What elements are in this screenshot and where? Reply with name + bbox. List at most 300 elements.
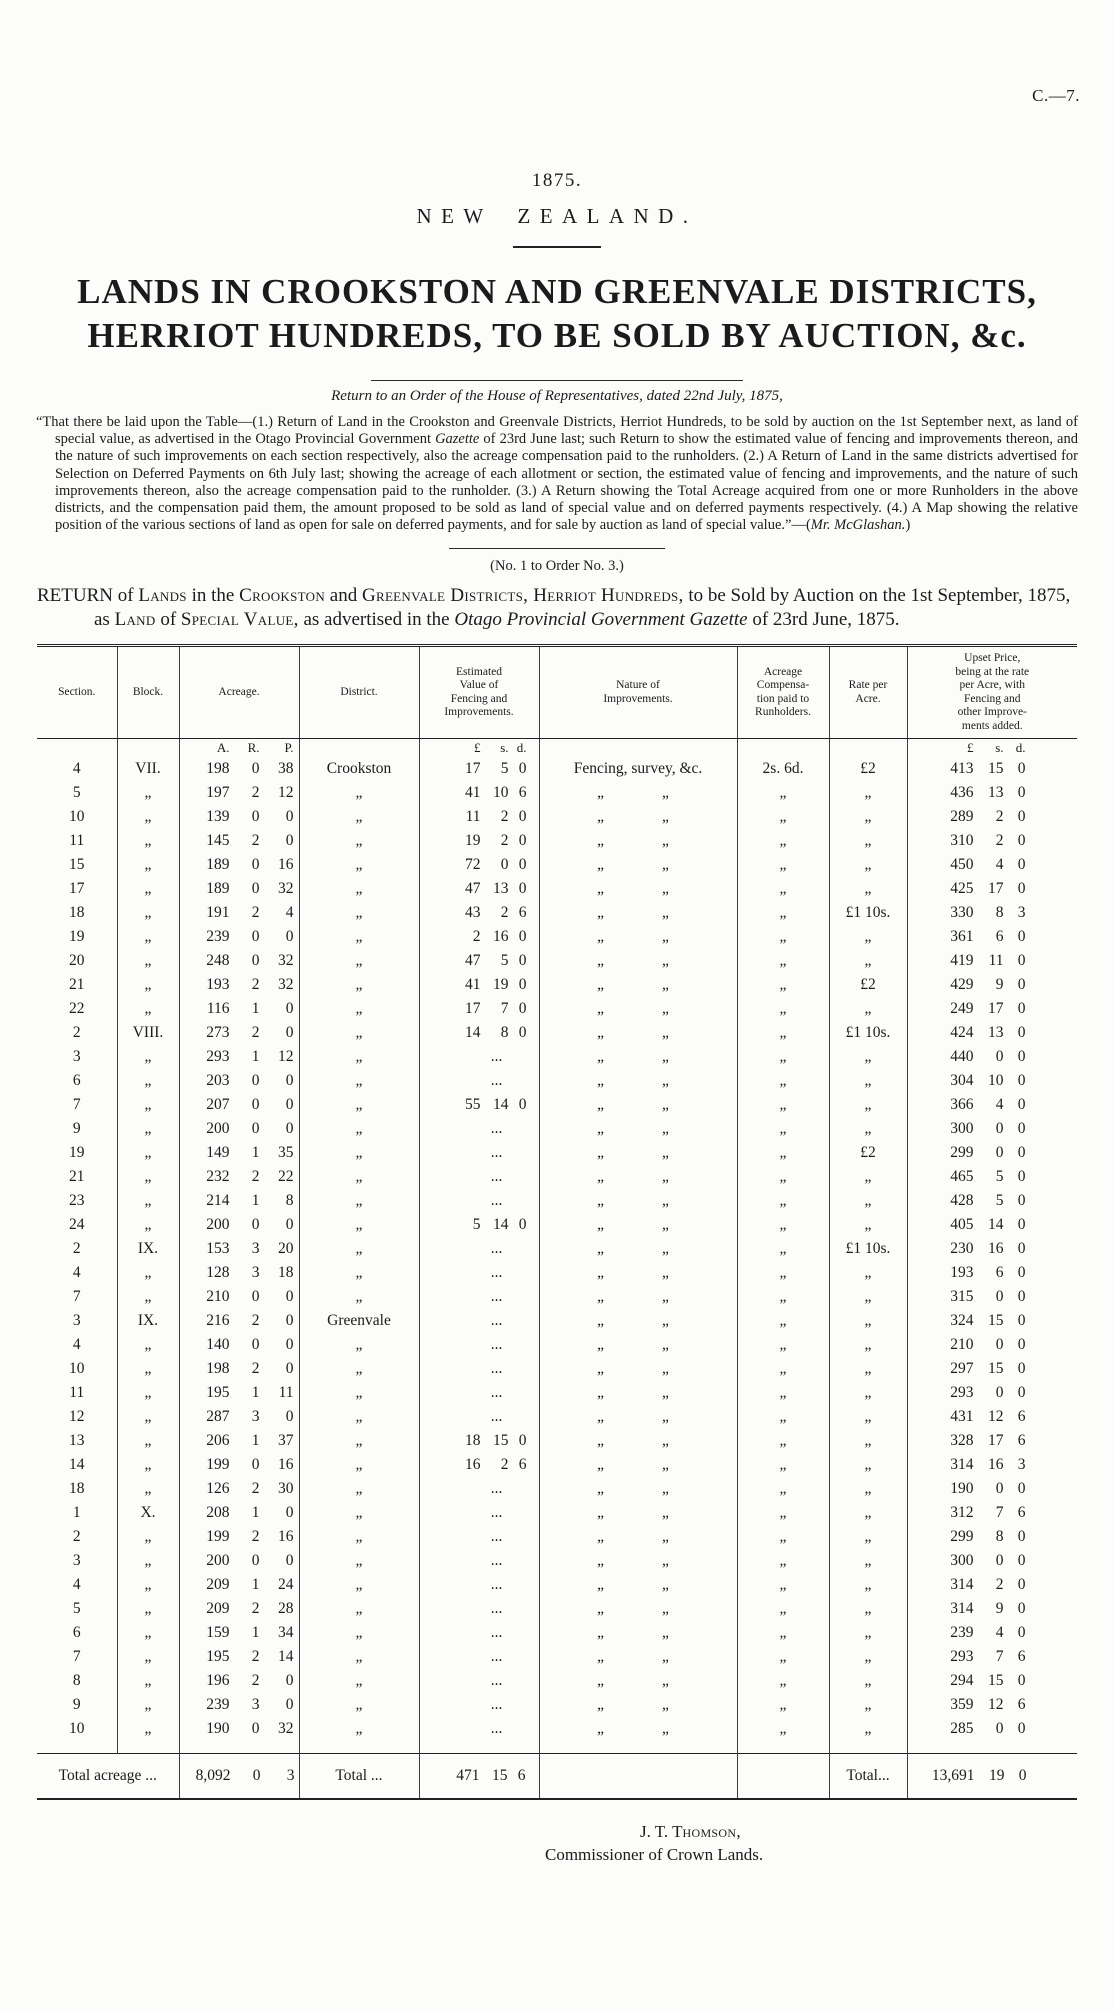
cell-acreage: 210 0 0 <box>179 1285 299 1309</box>
cell-rate: £2 <box>829 1141 907 1165</box>
cell-district: „ <box>299 1381 419 1405</box>
header-district: District. <box>299 646 419 739</box>
cell-compensation: „ <box>737 1261 829 1285</box>
table-row <box>37 1261 1077 1285</box>
cell-compensation: „ <box>737 1117 829 1141</box>
cell-block: „ <box>117 1645 179 1669</box>
cell-rate: „ <box>829 997 907 1021</box>
unit-cell <box>37 739 117 758</box>
cell-rate: „ <box>829 1285 907 1309</box>
cell-acreage: 195 2 14 <box>179 1645 299 1669</box>
cell-upset-price: 310 2 0 <box>907 829 1077 853</box>
cell-nature: „ „ <box>539 1213 737 1237</box>
cell-section: 2 <box>72 1528 81 1546</box>
cell-compensation: „ <box>737 1405 829 1429</box>
cell-value: ... <box>419 1141 539 1165</box>
cell-acreage: 207 0 0 <box>179 1093 299 1117</box>
table-row <box>37 1093 1077 1117</box>
cell-compensation: „ <box>737 1429 829 1453</box>
cell-section: 19 <box>69 928 85 946</box>
cell-section: 23 <box>69 1192 85 1210</box>
cell-block: „ <box>117 997 179 1021</box>
cell-rate: £1 10s. <box>829 1237 907 1261</box>
table-row <box>37 1381 1077 1405</box>
cell-acreage: 195 1 11 <box>179 1381 299 1405</box>
cell-district: „ <box>299 1477 419 1501</box>
cell-nature: „ „ <box>539 1285 737 1309</box>
cell-block: „ <box>117 901 179 925</box>
cell-district: „ <box>299 1093 419 1117</box>
cell-compensation: „ <box>737 1549 829 1573</box>
unit-cell <box>299 739 419 758</box>
cell-upset-price: 299 0 0 <box>907 1141 1077 1165</box>
cell-value: ... <box>419 1357 539 1381</box>
table-row <box>37 1045 1077 1069</box>
cell-compensation: „ <box>737 1525 829 1549</box>
cell-upset-price: 293 0 0 <box>907 1381 1077 1405</box>
cell-upset-price: 465 5 0 <box>907 1165 1077 1189</box>
cell-rate: „ <box>829 1213 907 1237</box>
cell-block: „ <box>117 1405 179 1429</box>
table-row <box>37 1021 1077 1045</box>
divider-above-order-number <box>449 548 665 549</box>
cell-compensation: „ <box>737 1237 829 1261</box>
cell-upset-price: 210 0 0 <box>907 1333 1077 1357</box>
cell-nature: „ „ <box>539 1405 737 1429</box>
cell-compensation: „ <box>737 1213 829 1237</box>
unit-cell <box>539 739 737 758</box>
cell-acreage: 139 0 0 <box>179 805 299 829</box>
table-row <box>37 1117 1077 1141</box>
cell-upset-price: 450 4 0 <box>907 853 1077 877</box>
cell-upset-price: 294 15 0 <box>907 1669 1077 1693</box>
cell-nature: „ „ <box>539 997 737 1021</box>
cell-upset-price: 304 10 0 <box>907 1069 1077 1093</box>
cell-nature: „ „ <box>539 1045 737 1069</box>
cell-block: „ <box>117 1693 179 1717</box>
cell-compensation: 2s. 6d. <box>737 757 829 781</box>
cell-compensation: „ <box>737 1669 829 1693</box>
cell-value: ... <box>419 1645 539 1669</box>
cell-rate: „ <box>829 1717 907 1753</box>
cell-rate: „ <box>829 1261 907 1285</box>
cell-value: 5 14 0 <box>419 1213 539 1237</box>
cell-value: ... <box>419 1597 539 1621</box>
cell-section: 10 <box>69 808 85 826</box>
cell-acreage: 196 2 0 <box>179 1669 299 1693</box>
cell-value: 17 7 0 <box>419 997 539 1021</box>
lands-table <box>37 644 1077 1800</box>
cell-value: 43 2 6 <box>419 901 539 925</box>
cell-district: „ <box>299 1669 419 1693</box>
cell-block: IX. <box>117 1309 179 1333</box>
cell-nature: „ „ <box>539 1333 737 1357</box>
cell-compensation: „ <box>737 1645 829 1669</box>
unit-cell: A. R. P. <box>179 739 299 758</box>
table-header <box>37 646 1077 739</box>
cell-acreage: 149 1 35 <box>179 1141 299 1165</box>
cell-acreage: 239 3 0 <box>179 1693 299 1717</box>
total-upset-label: Total... <box>829 1753 907 1799</box>
cell-rate: „ <box>829 853 907 877</box>
cell-district: „ <box>299 1429 419 1453</box>
unit-cell <box>117 739 179 758</box>
table-row <box>37 1477 1077 1501</box>
cell-value: ... <box>419 1117 539 1141</box>
header-estimated-value: Estimated Value of Fencing and Improvements. <box>419 646 539 739</box>
table-row <box>37 877 1077 901</box>
cell-district: „ <box>299 877 419 901</box>
cell-rate: „ <box>829 1189 907 1213</box>
cell-compensation: „ <box>737 1501 829 1525</box>
cell-acreage: 214 1 8 <box>179 1189 299 1213</box>
cell-section: 11 <box>69 832 85 850</box>
cell-rate: „ <box>829 1501 907 1525</box>
cell-block: „ <box>117 1717 179 1753</box>
cell-compensation: „ <box>737 1693 829 1717</box>
cell-acreage: 193 2 32 <box>179 973 299 997</box>
cell-nature: „ „ <box>539 1141 737 1165</box>
cell-upset-price: 314 2 0 <box>907 1573 1077 1597</box>
cell-rate: „ <box>829 1405 907 1429</box>
cell-nature: „ „ <box>539 1597 737 1621</box>
cell-district: „ <box>299 1549 419 1573</box>
header-upset-price: Upset Price, being at the rate per Acre, with Fencing and other Improve- ments added. <box>907 646 1077 739</box>
cell-acreage: 216 2 0 <box>179 1309 299 1333</box>
cell-upset-price: 314 16 3 <box>907 1453 1077 1477</box>
cell-compensation: „ <box>737 1621 829 1645</box>
cell-value: ... <box>419 1237 539 1261</box>
cell-district: „ <box>299 805 419 829</box>
cell-value: 47 5 0 <box>419 949 539 973</box>
cell-rate: „ <box>829 1333 907 1357</box>
cell-block: IX. <box>117 1237 179 1261</box>
cell-block: „ <box>117 781 179 805</box>
cell-district: „ <box>299 853 419 877</box>
cell-section: 5 <box>72 784 81 802</box>
cell-district: „ <box>299 997 419 1021</box>
cell-compensation: „ <box>737 1477 829 1501</box>
cell-upset-price: 330 8 3 <box>907 901 1077 925</box>
cell-acreage: 126 2 30 <box>179 1477 299 1501</box>
cell-block: „ <box>117 1213 179 1237</box>
table-row <box>37 949 1077 973</box>
return-heading: RETURN of Lands in the Crookston and Greenvale Districts, Herriot Hundreds, to be Sold by Auction on the 1st September, 1875, as Land of Special Value, as advertised in the Otago Provincial Government Gazette of 23rd June, 1875. <box>37 585 1071 630</box>
cell-section: 1 <box>72 1504 81 1522</box>
cell-value: ... <box>419 1573 539 1597</box>
table-row <box>37 1069 1077 1093</box>
cell-upset-price: 239 4 0 <box>907 1621 1077 1645</box>
cell-upset-price: 297 15 0 <box>907 1357 1077 1381</box>
cell-value: ... <box>419 1405 539 1429</box>
cell-value: ... <box>419 1525 539 1549</box>
cell-district: „ <box>299 1237 419 1261</box>
cell-acreage: 190 0 32 <box>179 1717 299 1753</box>
header-compensation: Acreage Compensa- tion paid to Runholders. <box>737 646 829 739</box>
cell-section: 4 <box>72 1336 81 1354</box>
cell-compensation: „ <box>737 1453 829 1477</box>
cell-district: „ <box>299 781 419 805</box>
cell-acreage: 199 2 16 <box>179 1525 299 1549</box>
cell-compensation: „ <box>737 1093 829 1117</box>
cell-district: Greenvale <box>299 1309 419 1333</box>
table-row <box>37 1309 1077 1333</box>
cell-block: „ <box>117 1621 179 1645</box>
cell-value: ... <box>419 1717 539 1753</box>
cell-section: 10 <box>69 1360 85 1378</box>
cell-block: „ <box>117 1141 179 1165</box>
signature-block <box>0 1822 1114 1865</box>
total-value: 471 15 6 <box>419 1753 539 1799</box>
cell-block: „ <box>117 1189 179 1213</box>
cell-section: 6 <box>72 1072 81 1090</box>
cell-nature: „ „ <box>539 1669 737 1693</box>
cell-value: ... <box>419 1621 539 1645</box>
cell-nature: „ „ <box>539 1429 737 1453</box>
cell-value: 18 15 0 <box>419 1429 539 1453</box>
total-acreage-label: Total acreage ... <box>37 1753 179 1799</box>
cell-rate: „ <box>829 1309 907 1333</box>
divider-above-order <box>371 380 743 381</box>
cell-upset-price: 359 12 6 <box>907 1693 1077 1717</box>
cell-compensation: „ <box>737 1597 829 1621</box>
cell-upset-price: 289 2 0 <box>907 805 1077 829</box>
cell-upset-price: 428 5 0 <box>907 1189 1077 1213</box>
cell-upset-price: 429 9 0 <box>907 973 1077 997</box>
cell-district: „ <box>299 1525 419 1549</box>
cell-rate: „ <box>829 1069 907 1093</box>
cell-upset-price: 328 17 6 <box>907 1429 1077 1453</box>
cell-block: „ <box>117 1429 179 1453</box>
cell-nature: „ „ <box>539 1165 737 1189</box>
table-footer <box>37 1753 1077 1799</box>
cell-block: „ <box>117 949 179 973</box>
cell-value: 2 16 0 <box>419 925 539 949</box>
cell-section: 4 <box>72 1264 81 1282</box>
cell-section: 12 <box>69 1408 85 1426</box>
cell-block: VII. <box>117 757 179 781</box>
cell-acreage: 200 0 0 <box>179 1117 299 1141</box>
cell-value: ... <box>419 1477 539 1501</box>
table-row <box>37 1189 1077 1213</box>
table-row <box>37 1525 1077 1549</box>
table-row <box>37 1165 1077 1189</box>
header-acreage: Acreage. <box>179 646 299 739</box>
cell-district: „ <box>299 1621 419 1645</box>
signature-name: J. T. Thomson, <box>640 1822 741 1842</box>
cell-value: ... <box>419 1501 539 1525</box>
cell-section: 21 <box>69 1168 85 1186</box>
cell-rate: „ <box>829 1165 907 1189</box>
main-title <box>0 270 1114 358</box>
cell-upset-price: 361 6 0 <box>907 925 1077 949</box>
table-body <box>37 739 1077 1754</box>
cell-upset-price: 285 0 0 <box>907 1717 1077 1753</box>
cell-district: Crookston <box>299 757 419 781</box>
table-row <box>37 1597 1077 1621</box>
cell-compensation: „ <box>737 1069 829 1093</box>
cell-upset-price: 431 12 6 <box>907 1405 1077 1429</box>
cell-block: „ <box>117 973 179 997</box>
cell-section: 11 <box>69 1384 85 1402</box>
cell-compensation: „ <box>737 1357 829 1381</box>
cell-nature: „ „ <box>539 1381 737 1405</box>
table-row <box>37 1621 1077 1645</box>
cell-section: 17 <box>69 880 85 898</box>
cell-rate: „ <box>829 781 907 805</box>
cell-value: ... <box>419 1069 539 1093</box>
cell-compensation: „ <box>737 853 829 877</box>
cell-nature: „ „ <box>539 1453 737 1477</box>
order-line: Return to an Order of the House of Representatives, dated 22nd July, 1875, <box>331 388 783 404</box>
cell-value: ... <box>419 1693 539 1717</box>
signature-title: Commissioner of Crown Lands. <box>545 1845 764 1865</box>
year-heading: 1875. <box>531 170 583 191</box>
cell-compensation: „ <box>737 997 829 1021</box>
cell-block: „ <box>117 1357 179 1381</box>
cell-compensation: „ <box>737 1717 829 1753</box>
cell-section: 7 <box>72 1648 81 1666</box>
table-row <box>37 1501 1077 1525</box>
cell-rate: „ <box>829 1621 907 1645</box>
cell-section: 8 <box>72 1672 81 1690</box>
cell-district: „ <box>299 949 419 973</box>
table-row <box>37 901 1077 925</box>
cell-acreage: 145 2 0 <box>179 829 299 853</box>
table-row <box>37 853 1077 877</box>
cell-value: 16 2 6 <box>419 1453 539 1477</box>
cell-district: „ <box>299 829 419 853</box>
header-rate: Rate per Acre. <box>829 646 907 739</box>
cell-block: „ <box>117 1477 179 1501</box>
cell-section: 2 <box>72 1240 81 1258</box>
table-row <box>37 997 1077 1021</box>
cell-rate: „ <box>829 1117 907 1141</box>
cell-rate: £1 10s. <box>829 1021 907 1045</box>
cell-block: „ <box>117 1165 179 1189</box>
cell-acreage: 116 1 0 <box>179 997 299 1021</box>
total-upset-value: 13,691 19 0 <box>907 1753 1077 1799</box>
cell-value: ... <box>419 1333 539 1357</box>
cell-block: „ <box>117 1669 179 1693</box>
table-row <box>37 757 1077 781</box>
cell-section: 22 <box>69 1000 85 1018</box>
cell-upset-price: 193 6 0 <box>907 1261 1077 1285</box>
cell-nature: „ „ <box>539 1477 737 1501</box>
cell-rate: „ <box>829 1381 907 1405</box>
cell-upset-price: 419 11 0 <box>907 949 1077 973</box>
table-row <box>37 1285 1077 1309</box>
cell-nature: „ „ <box>539 1069 737 1093</box>
country-heading: NEW ZEALAND. <box>416 204 698 228</box>
table-row <box>37 805 1077 829</box>
cell-upset-price: 436 13 0 <box>907 781 1077 805</box>
cell-upset-price: 314 9 0 <box>907 1597 1077 1621</box>
cell-nature: „ „ <box>539 853 737 877</box>
cell-district: „ <box>299 1141 419 1165</box>
cell-rate: „ <box>829 1549 907 1573</box>
cell-rate: „ <box>829 1669 907 1693</box>
cell-nature: „ „ <box>539 949 737 973</box>
header-section: Section. <box>37 646 117 739</box>
cell-rate: „ <box>829 1093 907 1117</box>
cell-nature: „ „ <box>539 1093 737 1117</box>
cell-block: „ <box>117 1285 179 1309</box>
cell-district: „ <box>299 1045 419 1069</box>
cell-rate: „ <box>829 1597 907 1621</box>
cell-upset-price: 424 13 0 <box>907 1021 1077 1045</box>
cell-value: 19 2 0 <box>419 829 539 853</box>
cell-rate: „ <box>829 1645 907 1669</box>
cell-acreage: 232 2 22 <box>179 1165 299 1189</box>
cell-upset-price: 425 17 0 <box>907 877 1077 901</box>
cell-upset-price: 312 7 6 <box>907 1501 1077 1525</box>
unit-cell: £ s. d. <box>419 739 539 758</box>
table-row <box>37 1237 1077 1261</box>
cell-block: „ <box>117 1261 179 1285</box>
main-title-line2: HERRIOT HUNDREDS, TO BE SOLD BY AUCTION, &c. <box>87 316 1027 355</box>
cell-acreage: 153 3 20 <box>179 1237 299 1261</box>
cell-district: „ <box>299 925 419 949</box>
cell-value: 47 13 0 <box>419 877 539 901</box>
cell-section: 5 <box>72 1600 81 1618</box>
cell-upset-price: 249 17 0 <box>907 997 1077 1021</box>
cell-nature: „ „ <box>539 1717 737 1753</box>
table-row <box>37 1573 1077 1597</box>
cell-nature: „ „ <box>539 1645 737 1669</box>
cell-acreage: 198 2 0 <box>179 1357 299 1381</box>
cell-value: 14 8 0 <box>419 1021 539 1045</box>
cell-compensation: „ <box>737 901 829 925</box>
cell-section: 3 <box>72 1552 81 1570</box>
cell-section: 20 <box>69 952 85 970</box>
cell-compensation: „ <box>737 781 829 805</box>
total-compensation-empty <box>737 1753 829 1799</box>
cell-section: 10 <box>69 1720 85 1738</box>
cell-acreage: 199 0 16 <box>179 1453 299 1477</box>
table-row <box>37 1357 1077 1381</box>
cell-district: „ <box>299 1717 419 1753</box>
table-row <box>37 1333 1077 1357</box>
cell-district: „ <box>299 1693 419 1717</box>
cell-compensation: „ <box>737 949 829 973</box>
table-row <box>37 829 1077 853</box>
table-row <box>37 1141 1077 1165</box>
cell-block: „ <box>117 925 179 949</box>
cell-nature: „ „ <box>539 1189 737 1213</box>
cell-acreage: 200 0 0 <box>179 1213 299 1237</box>
cell-compensation: „ <box>737 1285 829 1309</box>
total-value-label: Total ... <box>299 1753 419 1799</box>
cell-rate: „ <box>829 925 907 949</box>
cell-block: VIII. <box>117 1021 179 1045</box>
cell-value: ... <box>419 1045 539 1069</box>
cell-nature: „ „ <box>539 1549 737 1573</box>
cell-compensation: „ <box>737 1333 829 1357</box>
table-row <box>37 1693 1077 1717</box>
cell-upset-price: 405 14 0 <box>907 1213 1077 1237</box>
cell-compensation: „ <box>737 1021 829 1045</box>
cell-section: 9 <box>72 1696 81 1714</box>
cell-value: 41 10 6 <box>419 781 539 805</box>
cell-value: 55 14 0 <box>419 1093 539 1117</box>
cell-upset-price: 190 0 0 <box>907 1477 1077 1501</box>
cell-section: 18 <box>69 904 85 922</box>
cell-acreage: 197 2 12 <box>179 781 299 805</box>
cell-nature: „ „ <box>539 1261 737 1285</box>
cell-district: „ <box>299 1333 419 1357</box>
cell-district: „ <box>299 901 419 925</box>
